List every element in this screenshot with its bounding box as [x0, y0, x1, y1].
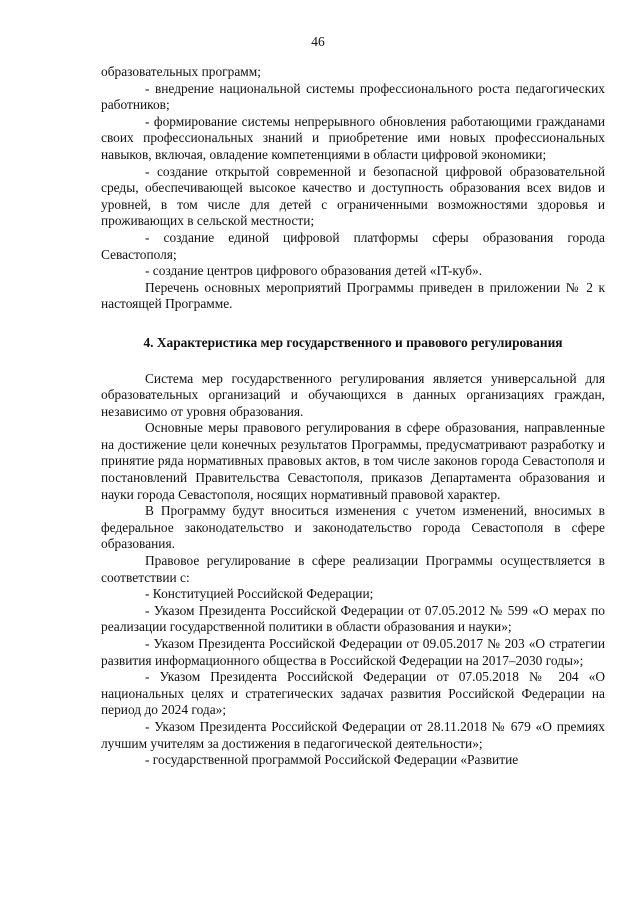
- paragraph: - формирование системы непрерывного обновления работающими гражданами своих профессиональных знаний и приобретение ими новых профессиональных навыков, включая, овладение компетенциями в области цифровой экономики;: [101, 113, 605, 162]
- paragraph: Система мер государственного регулирования является универсальной для образовательных организаций и обучающихся в данных организациях граждан, независимо от уровня образования.: [101, 370, 605, 419]
- paragraph: - создание открытой современной и безопасной цифровой образовательной среды, обеспечивающей высокое качество и доступность образования всех видов и уровней, в том числе для детей с ограниченными возможностями здоровья и проживающих в сельской местности;: [101, 163, 605, 229]
- paragraph: - создание единой цифровой платформы сферы образования города Севастополя;: [101, 229, 605, 262]
- list-item: - Конституцией Российской Федерации;: [145, 586, 374, 602]
- list-item: - Указом Президента Российской Федерации от 07.05.2018 № 204 «О национальных целях и стратегических задачах развития Российской Федерации на период до 2024 года»;: [101, 669, 605, 718]
- body-text: [101, 64, 605, 769]
- paragraph: образовательных программ;: [101, 64, 261, 79]
- paragraph: В Программу будут вноситься изменения с учетом изменений, вносимых в федеральное законодательство и законодательство города Севастополя в сфере образования.: [101, 503, 605, 552]
- paragraph: Перечень основных мероприятий Программы приведен в приложении № 2 к настоящей Программе.: [101, 279, 605, 312]
- paragraph: - создание центров цифрового образования детей «IT-куб».: [145, 263, 483, 279]
- list-item: - Указом Президента Российской Федерации от 07.05.2012 № 599 «О мерах по реализации государственной политики в области образования и науки»;: [101, 602, 605, 635]
- list-item: - государственной программой Российской Федерации «Развитие: [145, 752, 519, 768]
- paragraph: Основные меры правового регулирования в сфере образования, направленные на достижение цели конечных результатов Программы, предусматривают разработку и принятие ряда нормативных правовых актов, в том числе законов города Севастополя и постановлений Правительства Севастополя, приказов Департамента образования и науки города Севастополя, носящих нормативный правовой характер.: [101, 420, 605, 502]
- page-number: 46: [311, 34, 325, 49]
- paragraph: Правовое регулирование в сфере реализации Программы осуществляется в соответствии с:: [101, 553, 605, 585]
- section-heading: 4. Характеристика мер государственного и правового регулирования: [143, 334, 563, 350]
- paragraph: - внедрение национальной системы профессионального роста педагогических работников;: [101, 80, 605, 113]
- list-item: - Указом Президента Российской Федерации от 28.11.2018 № 679 «О премиях лучшим учителям за достижения в педагогической деятельности»;: [101, 718, 605, 751]
- list-item: - Указом Президента Российской Федерации от 09.05.2017 № 203 «О стратегии развития информационного общества в Российской Федерации на 2017–2030 годы»;: [101, 636, 605, 668]
